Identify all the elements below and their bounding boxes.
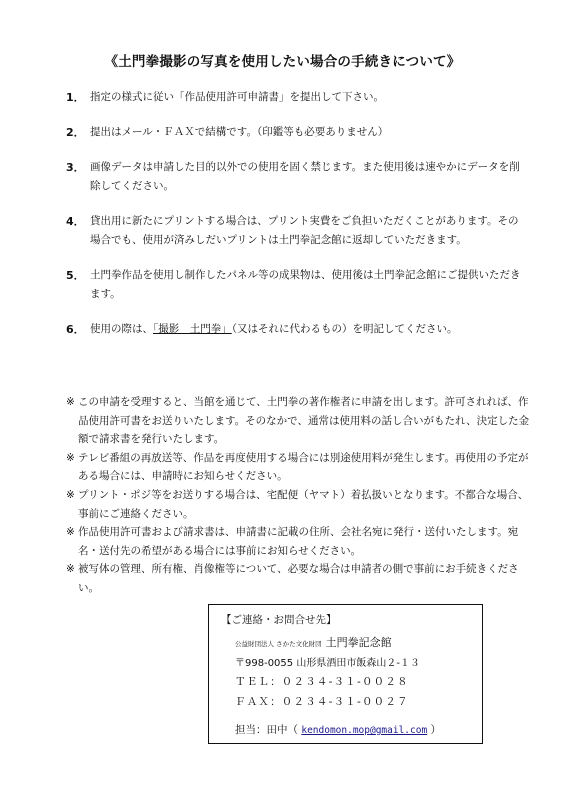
credit-term: 「撮影 土門拳」 [153, 323, 232, 335]
item-text: 指定の様式に従い「作品使用許可申請書」を提出して下さい。 [90, 91, 384, 103]
note-text: 作品使用許可書および請求書は、申請書に記載の住所、会社名宛に発行・送付いたします。宛名・送付先の希望がある場合には事前にお知らせください。 [78, 526, 519, 557]
procedure-item-3 [66, 158, 526, 196]
contact-address: 〒998-0055 山形県酒田市飯森山２-１３ [235, 658, 420, 669]
note-text: この申請を受理すると、当館を通じて、土門拳の著作権者に申請を出します。許可されれば、作品使用許可書をお送りいたします。そのなかで、通常は使用料の話し合いがもたれ、決定した金額で請求書を発行いたします。 [78, 396, 530, 446]
contact-tel: ＴＥＬ：０２３４-３１-００２８ [235, 676, 409, 688]
note-text: テレビ番組の再放送等、作品を再度使用する場合には別途使用料が発生します。再使用の予定がある場合には、申請時にお知らせください。 [78, 451, 529, 483]
contact-fax: ＦＡＸ：０２３４-３１-００２７ [235, 696, 409, 708]
foundation-name: 公益財団法人 さかた文化財団 [235, 640, 322, 648]
person-label: 担当：田中（ [235, 724, 298, 736]
note-mark: ※ [66, 563, 75, 576]
item-number: 6． [66, 323, 85, 336]
note-item-5 [66, 560, 536, 597]
procedure-item-6 [66, 320, 526, 339]
contact-box [208, 604, 483, 744]
item-text: 貸出用に新たにプリントする場合は、プリント実費をご負担いただくことがあります。その場合でも、使用が済みしだいプリントは土門拳記念館に返却していただきます。 [90, 215, 519, 246]
note-text: 被写体の管理、所有権、肖像権等について、必要な場合は申請者の側で事前にお手続きください。 [78, 563, 519, 594]
note-item-1 [66, 393, 536, 449]
note-item-4 [66, 523, 536, 560]
item-text-after: （又はそれに代わるもの）を明記してください。 [231, 323, 458, 335]
item-text-before: 使用の際は、 [90, 323, 153, 335]
note-mark: ※ [66, 451, 75, 464]
procedure-item-4 [66, 212, 526, 250]
note-item-2 [66, 449, 536, 486]
procedure-list [66, 88, 526, 355]
note-mark: ※ [66, 526, 75, 539]
contact-person [221, 722, 472, 739]
item-text: 土門拳作品を使用し制作したパネル等の成果物は、使用後は土門拳記念館にご提供いただきます。 [90, 269, 521, 300]
museum-name: 土門拳記念館 [325, 636, 392, 649]
note-item-3 [66, 486, 536, 523]
item-number: 1． [66, 91, 85, 104]
procedure-item-1 [66, 88, 526, 107]
item-number: 3． [66, 161, 85, 174]
item-number: 4． [66, 215, 85, 228]
contact-heading: 【ご連絡・お問合せ先】 [221, 614, 337, 626]
contact-organization [221, 635, 472, 652]
person-close: ） [430, 724, 442, 736]
item-text: 画像データは申請した目的以外での使用を固く禁じます。また使用後は速やかにデータを削除してください。 [90, 161, 520, 192]
page-title: 《土門拳撮影の写真を使用したい場合の手続きについて》 [104, 54, 461, 70]
note-text: プリント・ポジ等をお送りする場合は、宅配便（ヤマト）着払扱いとなります。不都合な場合、事前にご連絡ください。 [78, 488, 529, 520]
notes-section [66, 393, 536, 598]
item-text: 提出はメール・ＦＡＸで結構です。（印鑑等も必要ありません） [90, 126, 389, 138]
item-number: 5． [66, 269, 85, 282]
procedure-item-2 [66, 123, 526, 142]
note-mark: ※ [66, 396, 75, 408]
note-mark: ※ [66, 488, 75, 501]
procedure-item-5 [66, 266, 526, 304]
item-number: 2． [66, 126, 85, 139]
email-link[interactable]: kendomon.mop@gmail.com [301, 725, 428, 736]
item-text [90, 320, 526, 339]
